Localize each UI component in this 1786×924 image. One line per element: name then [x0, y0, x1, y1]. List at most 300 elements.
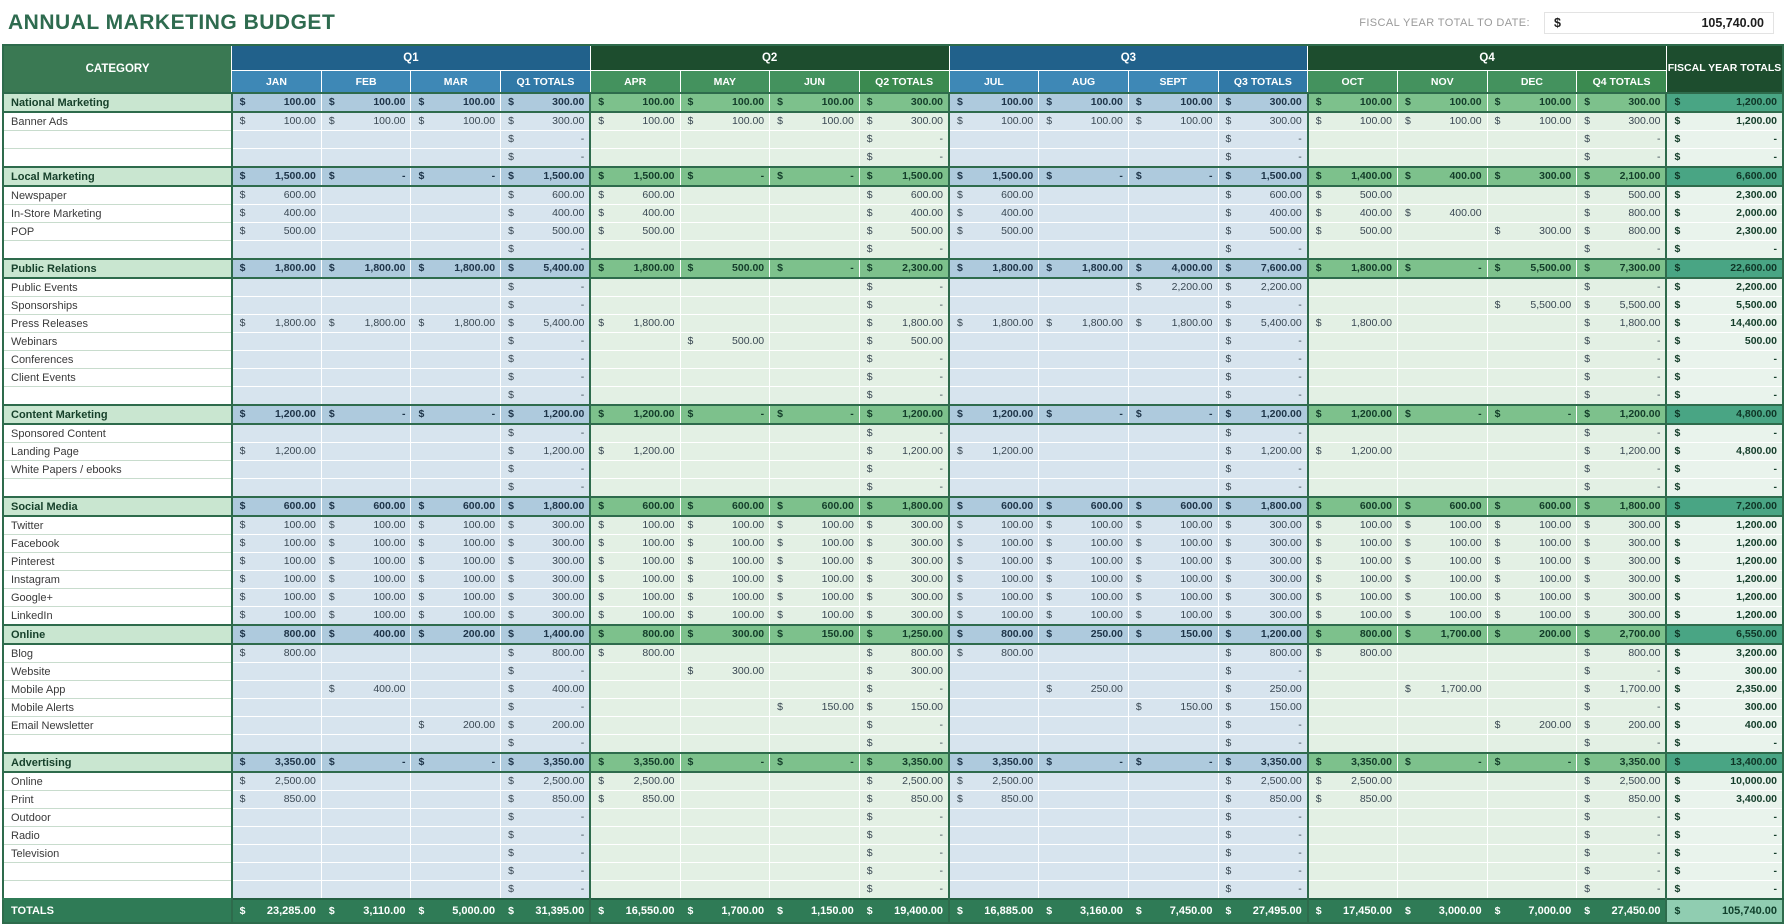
month-value-cell[interactable] [321, 112, 411, 131]
month-value-cell[interactable] [1128, 497, 1218, 516]
quarter-total-cell[interactable] [1577, 699, 1667, 717]
quarter-total-cell[interactable] [1218, 259, 1308, 278]
month-value-cell[interactable] [1128, 112, 1218, 131]
month-value-cell[interactable] [1128, 607, 1218, 626]
month-column-header[interactable]: JUN [770, 71, 860, 94]
month-value-cell[interactable] [232, 186, 322, 205]
month-value-cell[interactable] [1128, 735, 1218, 754]
month-value-cell[interactable] [232, 369, 322, 387]
month-value-cell[interactable] [1397, 297, 1487, 315]
month-value-cell[interactable] [321, 881, 411, 900]
month-value-cell[interactable] [1308, 405, 1398, 424]
month-value-cell[interactable] [590, 845, 680, 863]
month-value-cell[interactable] [232, 387, 322, 406]
month-value-cell[interactable] [590, 387, 680, 406]
fiscal-total-cell[interactable] [1666, 259, 1783, 278]
month-value-cell[interactable] [1039, 112, 1129, 131]
month-value-cell[interactable] [232, 589, 322, 607]
month-value-cell[interactable] [1308, 663, 1398, 681]
month-value-cell[interactable] [411, 625, 501, 644]
quarter-total-cell[interactable] [1577, 681, 1667, 699]
month-value-cell[interactable] [770, 717, 860, 735]
month-value-cell[interactable] [770, 644, 860, 663]
quarter-total-cell[interactable] [1218, 607, 1308, 626]
month-value-cell[interactable] [411, 681, 501, 699]
month-value-cell[interactable] [680, 699, 770, 717]
month-value-cell[interactable] [1128, 791, 1218, 809]
month-value-cell[interactable] [232, 717, 322, 735]
month-value-cell[interactable] [1308, 315, 1398, 333]
fiscal-total-cell[interactable] [1666, 753, 1783, 772]
month-value-cell[interactable] [232, 131, 322, 149]
row-label[interactable]: Sponsored Content [3, 424, 232, 443]
month-column-header[interactable]: APR [590, 71, 680, 94]
month-value-cell[interactable] [411, 571, 501, 589]
month-value-cell[interactable] [949, 333, 1039, 351]
quarter-total-cell[interactable] [1577, 607, 1667, 626]
month-value-cell[interactable] [949, 772, 1039, 791]
quarter-total-cell[interactable] [1577, 772, 1667, 791]
month-value-cell[interactable] [949, 827, 1039, 845]
month-column-header[interactable]: MAY [680, 71, 770, 94]
month-value-cell[interactable] [1397, 479, 1487, 498]
quarter-total-cell[interactable] [1218, 405, 1308, 424]
month-value-cell[interactable] [1128, 717, 1218, 735]
month-value-cell[interactable] [1308, 607, 1398, 626]
month-value-cell[interactable] [680, 553, 770, 571]
quarter-total-cell[interactable] [859, 717, 949, 735]
month-value-cell[interactable] [949, 297, 1039, 315]
month-value-cell[interactable] [232, 516, 322, 535]
month-value-cell[interactable] [411, 315, 501, 333]
month-value-cell[interactable] [1487, 278, 1577, 297]
month-value-cell[interactable] [590, 241, 680, 260]
month-value-cell[interactable] [590, 644, 680, 663]
quarter-total-cell[interactable] [859, 553, 949, 571]
month-value-cell[interactable] [770, 553, 860, 571]
month-value-cell[interactable] [680, 387, 770, 406]
month-value-cell[interactable] [411, 553, 501, 571]
month-value-cell[interactable] [1487, 259, 1577, 278]
quarter-total-cell[interactable] [501, 791, 591, 809]
fiscal-total-cell[interactable] [1666, 186, 1783, 205]
month-value-cell[interactable] [770, 131, 860, 149]
month-value-cell[interactable] [1308, 772, 1398, 791]
month-value-cell[interactable] [949, 845, 1039, 863]
month-value-cell[interactable] [232, 497, 322, 516]
month-value-cell[interactable] [1397, 553, 1487, 571]
fiscal-total-cell[interactable] [1666, 809, 1783, 827]
quarter-total-cell[interactable] [859, 131, 949, 149]
month-value-cell[interactable] [770, 791, 860, 809]
month-value-cell[interactable] [321, 333, 411, 351]
month-value-cell[interactable] [949, 424, 1039, 443]
quarter-total-cell[interactable] [1577, 369, 1667, 387]
month-value-cell[interactable] [770, 479, 860, 498]
quarter-total-cell[interactable] [1577, 589, 1667, 607]
month-value-cell[interactable] [1308, 735, 1398, 754]
month-value-cell[interactable] [590, 479, 680, 498]
row-label[interactable]: Client Events [3, 369, 232, 387]
quarter-total-cell[interactable] [1218, 387, 1308, 406]
month-value-cell[interactable] [1128, 479, 1218, 498]
month-value-cell[interactable] [1308, 753, 1398, 772]
month-value-cell[interactable] [590, 681, 680, 699]
month-value-cell[interactable] [232, 149, 322, 168]
quarter-total-cell[interactable] [1577, 315, 1667, 333]
month-value-cell[interactable] [949, 405, 1039, 424]
month-value-cell[interactable] [770, 863, 860, 881]
quarter-total-cell[interactable] [1218, 571, 1308, 589]
month-value-cell[interactable] [770, 297, 860, 315]
month-value-cell[interactable] [1397, 387, 1487, 406]
month-value-cell[interactable] [1039, 369, 1129, 387]
quarter-total-cell[interactable] [859, 863, 949, 881]
quarter-total-cell[interactable] [1218, 681, 1308, 699]
month-value-cell[interactable] [770, 681, 860, 699]
month-value-cell[interactable] [1039, 443, 1129, 461]
month-value-cell[interactable] [590, 461, 680, 479]
row-label[interactable] [3, 735, 232, 754]
fiscal-total-cell[interactable] [1666, 589, 1783, 607]
fiscal-total-cell[interactable] [1666, 845, 1783, 863]
quarter-total-cell[interactable] [859, 516, 949, 535]
quarter-total-cell[interactable] [501, 223, 591, 241]
quarter-total-cell[interactable] [1577, 625, 1667, 644]
month-value-cell[interactable] [1308, 167, 1398, 186]
month-value-cell[interactable] [1128, 753, 1218, 772]
quarter-total-cell[interactable] [1218, 644, 1308, 663]
month-value-cell[interactable] [1397, 735, 1487, 754]
month-value-cell[interactable] [1487, 863, 1577, 881]
month-value-cell[interactable] [1308, 863, 1398, 881]
quarter-total-column-header[interactable]: Q3 TOTALS [1218, 71, 1308, 94]
month-value-cell[interactable] [1397, 863, 1487, 881]
fiscal-total-cell[interactable] [1666, 167, 1783, 186]
month-value-cell[interactable] [1308, 899, 1398, 923]
month-value-cell[interactable] [1308, 278, 1398, 297]
month-value-cell[interactable] [1128, 589, 1218, 607]
month-value-cell[interactable] [1487, 443, 1577, 461]
month-value-cell[interactable] [1308, 881, 1398, 900]
month-value-cell[interactable] [321, 516, 411, 535]
month-value-cell[interactable] [590, 167, 680, 186]
month-value-cell[interactable] [770, 735, 860, 754]
month-value-cell[interactable] [1487, 351, 1577, 369]
month-value-cell[interactable] [411, 112, 501, 131]
month-value-cell[interactable] [232, 772, 322, 791]
month-value-cell[interactable] [1039, 827, 1129, 845]
row-label[interactable]: Landing Page [3, 443, 232, 461]
fiscal-total-cell[interactable] [1666, 93, 1783, 112]
quarter-total-cell[interactable] [859, 479, 949, 498]
fiscal-total-cell[interactable] [1666, 278, 1783, 297]
month-value-cell[interactable] [321, 863, 411, 881]
row-label[interactable]: Banner Ads [3, 112, 232, 131]
month-value-cell[interactable] [1039, 351, 1129, 369]
month-value-cell[interactable] [411, 241, 501, 260]
quarter-total-cell[interactable] [1577, 535, 1667, 553]
month-value-cell[interactable] [1487, 753, 1577, 772]
fiscal-total-cell[interactable] [1666, 571, 1783, 589]
quarter-total-cell[interactable] [1218, 333, 1308, 351]
month-column-header[interactable]: OCT [1308, 71, 1398, 94]
month-value-cell[interactable] [770, 535, 860, 553]
fiscal-total-cell[interactable] [1666, 516, 1783, 535]
quarter-total-cell[interactable] [1577, 516, 1667, 535]
quarter-total-cell[interactable] [501, 809, 591, 827]
month-value-cell[interactable] [590, 699, 680, 717]
quarter-total-column-header[interactable]: Q2 TOTALS [859, 71, 949, 94]
month-value-cell[interactable] [321, 571, 411, 589]
month-value-cell[interactable] [1487, 899, 1577, 923]
month-value-cell[interactable] [949, 149, 1039, 168]
month-value-cell[interactable] [680, 405, 770, 424]
month-value-cell[interactable] [1308, 424, 1398, 443]
month-value-cell[interactable] [321, 772, 411, 791]
quarter-total-cell[interactable] [859, 315, 949, 333]
month-value-cell[interactable] [1128, 405, 1218, 424]
quarter-total-cell[interactable] [501, 259, 591, 278]
month-value-cell[interactable] [680, 863, 770, 881]
month-value-cell[interactable] [1397, 827, 1487, 845]
month-value-cell[interactable] [1487, 167, 1577, 186]
row-label[interactable]: Blog [3, 644, 232, 663]
month-value-cell[interactable] [590, 278, 680, 297]
row-label[interactable] [3, 479, 232, 498]
quarter-total-cell[interactable] [1218, 149, 1308, 168]
quarter-total-cell[interactable] [1577, 717, 1667, 735]
month-value-cell[interactable] [1039, 278, 1129, 297]
row-label[interactable]: Advertising [3, 753, 232, 772]
month-value-cell[interactable] [1128, 223, 1218, 241]
month-value-cell[interactable] [321, 497, 411, 516]
month-value-cell[interactable] [949, 387, 1039, 406]
month-value-cell[interactable] [590, 881, 680, 900]
month-value-cell[interactable] [949, 589, 1039, 607]
month-value-cell[interactable] [321, 553, 411, 571]
quarter-total-cell[interactable] [501, 753, 591, 772]
month-value-cell[interactable] [321, 387, 411, 406]
month-value-cell[interactable] [411, 461, 501, 479]
quarter-total-cell[interactable] [859, 772, 949, 791]
row-label[interactable]: POP [3, 223, 232, 241]
month-value-cell[interactable] [1039, 717, 1129, 735]
month-value-cell[interactable] [1487, 424, 1577, 443]
month-value-cell[interactable] [590, 223, 680, 241]
quarter-total-cell[interactable] [859, 791, 949, 809]
month-value-cell[interactable] [590, 112, 680, 131]
fiscal-total-cell[interactable] [1666, 351, 1783, 369]
month-value-cell[interactable] [232, 863, 322, 881]
month-value-cell[interactable] [1128, 625, 1218, 644]
month-value-cell[interactable] [232, 259, 322, 278]
month-value-cell[interactable] [1397, 571, 1487, 589]
month-value-cell[interactable] [321, 535, 411, 553]
month-value-cell[interactable] [411, 607, 501, 626]
month-value-cell[interactable] [680, 333, 770, 351]
month-value-cell[interactable] [411, 717, 501, 735]
month-value-cell[interactable] [949, 735, 1039, 754]
month-value-cell[interactable] [321, 315, 411, 333]
quarter-total-cell[interactable] [859, 405, 949, 424]
month-value-cell[interactable] [680, 772, 770, 791]
month-value-cell[interactable] [680, 167, 770, 186]
quarter-total-cell[interactable] [1577, 351, 1667, 369]
month-value-cell[interactable] [1487, 497, 1577, 516]
month-value-cell[interactable] [411, 791, 501, 809]
month-value-cell[interactable] [1039, 131, 1129, 149]
month-value-cell[interactable] [1308, 297, 1398, 315]
row-label[interactable]: Mobile App [3, 681, 232, 699]
month-value-cell[interactable] [590, 369, 680, 387]
quarter-total-cell[interactable] [1218, 863, 1308, 881]
month-value-cell[interactable] [1397, 351, 1487, 369]
quarter-total-cell[interactable] [859, 93, 949, 112]
month-value-cell[interactable] [949, 809, 1039, 827]
month-value-cell[interactable] [1128, 827, 1218, 845]
month-value-cell[interactable] [949, 791, 1039, 809]
month-value-cell[interactable] [1128, 333, 1218, 351]
month-value-cell[interactable] [232, 845, 322, 863]
month-value-cell[interactable] [1039, 259, 1129, 278]
month-value-cell[interactable] [680, 186, 770, 205]
month-value-cell[interactable] [1397, 112, 1487, 131]
month-value-cell[interactable] [321, 149, 411, 168]
row-label[interactable]: National Marketing [3, 93, 232, 112]
month-value-cell[interactable] [949, 223, 1039, 241]
month-value-cell[interactable] [680, 297, 770, 315]
month-value-cell[interactable] [1397, 424, 1487, 443]
row-label[interactable]: Print [3, 791, 232, 809]
month-value-cell[interactable] [1039, 205, 1129, 223]
month-value-cell[interactable] [1308, 131, 1398, 149]
month-value-cell[interactable] [1487, 297, 1577, 315]
month-value-cell[interactable] [1397, 241, 1487, 260]
month-value-cell[interactable] [1397, 699, 1487, 717]
month-value-cell[interactable] [1397, 845, 1487, 863]
quarter-total-cell[interactable] [501, 387, 591, 406]
month-value-cell[interactable] [1128, 644, 1218, 663]
month-value-cell[interactable] [590, 516, 680, 535]
row-label[interactable]: Facebook [3, 535, 232, 553]
month-value-cell[interactable] [1039, 241, 1129, 260]
month-value-cell[interactable] [321, 717, 411, 735]
month-value-cell[interactable] [590, 405, 680, 424]
month-value-cell[interactable] [680, 607, 770, 626]
row-label[interactable]: Sponsorships [3, 297, 232, 315]
quarter-total-cell[interactable] [1218, 205, 1308, 223]
quarter-total-cell[interactable] [859, 424, 949, 443]
month-value-cell[interactable] [321, 845, 411, 863]
month-value-cell[interactable] [770, 881, 860, 900]
month-value-cell[interactable] [1487, 112, 1577, 131]
row-label[interactable]: Email Newsletter [3, 717, 232, 735]
quarter-total-cell[interactable] [1577, 553, 1667, 571]
row-label[interactable]: Television [3, 845, 232, 863]
month-value-cell[interactable] [590, 553, 680, 571]
quarter-total-column-header[interactable]: Q1 TOTALS [501, 71, 591, 94]
quarter-total-cell[interactable] [501, 699, 591, 717]
month-value-cell[interactable] [1487, 607, 1577, 626]
month-value-cell[interactable] [1397, 443, 1487, 461]
quarter-total-cell[interactable] [501, 443, 591, 461]
month-value-cell[interactable] [1039, 535, 1129, 553]
quarter-total-cell[interactable] [1577, 186, 1667, 205]
month-value-cell[interactable] [1128, 259, 1218, 278]
fiscal-total-cell[interactable] [1666, 699, 1783, 717]
row-label[interactable]: Google+ [3, 589, 232, 607]
month-value-cell[interactable] [1487, 315, 1577, 333]
month-value-cell[interactable] [1397, 881, 1487, 900]
quarter-total-cell[interactable] [1218, 809, 1308, 827]
month-value-cell[interactable] [232, 535, 322, 553]
month-value-cell[interactable] [232, 809, 322, 827]
quarter-total-cell[interactable] [1218, 845, 1308, 863]
month-value-cell[interactable] [1397, 167, 1487, 186]
month-value-cell[interactable] [1308, 369, 1398, 387]
month-value-cell[interactable] [1397, 205, 1487, 223]
month-value-cell[interactable] [949, 93, 1039, 112]
month-value-cell[interactable] [1397, 772, 1487, 791]
quarter-total-cell[interactable] [501, 899, 591, 923]
month-value-cell[interactable] [411, 699, 501, 717]
quarter-total-cell[interactable] [1577, 571, 1667, 589]
month-value-cell[interactable] [770, 369, 860, 387]
month-value-cell[interactable] [1039, 899, 1129, 923]
month-value-cell[interactable] [321, 735, 411, 754]
row-label[interactable]: Mobile Alerts [3, 699, 232, 717]
fiscal-total-cell[interactable] [1666, 497, 1783, 516]
month-value-cell[interactable] [770, 93, 860, 112]
month-value-cell[interactable] [1128, 278, 1218, 297]
month-value-cell[interactable] [770, 223, 860, 241]
month-value-cell[interactable] [411, 663, 501, 681]
month-value-cell[interactable] [680, 443, 770, 461]
month-value-cell[interactable] [321, 259, 411, 278]
month-value-cell[interactable] [590, 753, 680, 772]
quarter-total-cell[interactable] [859, 241, 949, 260]
month-value-cell[interactable] [680, 681, 770, 699]
month-value-cell[interactable] [1397, 535, 1487, 553]
month-value-cell[interactable] [949, 644, 1039, 663]
month-value-cell[interactable] [1487, 717, 1577, 735]
quarter-total-cell[interactable] [1218, 93, 1308, 112]
quarter-total-cell[interactable] [1577, 443, 1667, 461]
row-label[interactable]: Twitter [3, 516, 232, 535]
month-value-cell[interactable] [1397, 93, 1487, 112]
month-value-cell[interactable] [321, 899, 411, 923]
row-label[interactable]: Newspaper [3, 186, 232, 205]
quarter-total-cell[interactable] [859, 735, 949, 754]
month-value-cell[interactable] [1308, 259, 1398, 278]
fiscal-total-cell[interactable] [1666, 881, 1783, 900]
month-value-cell[interactable] [411, 735, 501, 754]
month-value-cell[interactable] [590, 735, 680, 754]
month-value-cell[interactable] [949, 278, 1039, 297]
month-value-cell[interactable] [1308, 443, 1398, 461]
fiscal-total-cell[interactable] [1666, 681, 1783, 699]
fiscal-total-cell[interactable] [1666, 735, 1783, 754]
month-value-cell[interactable] [1487, 369, 1577, 387]
month-value-cell[interactable] [590, 333, 680, 351]
fiscal-total-cell[interactable] [1666, 863, 1783, 881]
month-value-cell[interactable] [680, 149, 770, 168]
month-value-cell[interactable] [1128, 315, 1218, 333]
quarter-total-cell[interactable] [1577, 881, 1667, 900]
month-value-cell[interactable] [1308, 479, 1398, 498]
month-value-cell[interactable] [1128, 461, 1218, 479]
